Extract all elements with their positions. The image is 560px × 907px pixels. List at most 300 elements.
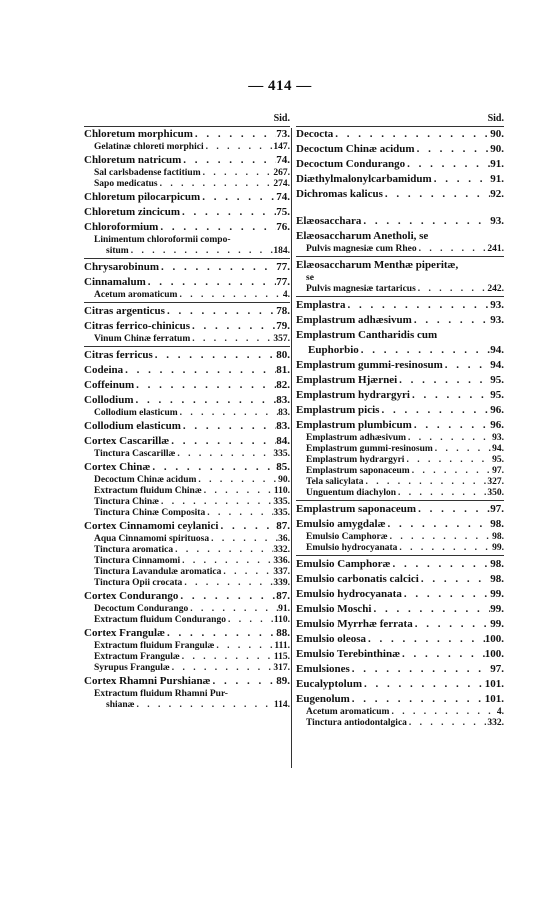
entry-label: Chloretum pilocarpicum bbox=[84, 191, 201, 203]
page-ref: 92. bbox=[490, 188, 504, 200]
index-entry bbox=[84, 363, 290, 378]
leader-dots bbox=[178, 589, 276, 604]
entry-label: Tinctura aromatica bbox=[94, 545, 174, 555]
page-ref: 4. bbox=[282, 290, 290, 300]
entry-label: Euphorbio bbox=[308, 344, 359, 356]
leader-dots bbox=[190, 319, 276, 334]
index-subentry bbox=[296, 284, 504, 295]
index-subentry bbox=[84, 567, 290, 578]
entry-label: Syrupus Frangulæ bbox=[94, 663, 170, 673]
page-ref: 91. bbox=[490, 158, 504, 170]
leader-dots bbox=[134, 378, 276, 393]
sid-header-left: Sid. bbox=[273, 113, 290, 124]
page-ref: 99. bbox=[490, 603, 504, 615]
index-entry bbox=[296, 403, 504, 418]
entry-label: Emplastrum adhæsivum bbox=[296, 314, 412, 326]
index-subentry bbox=[84, 604, 290, 615]
page-ref: 80. bbox=[276, 349, 290, 361]
leader-dots bbox=[200, 190, 276, 205]
page-ref: 339. bbox=[273, 578, 290, 588]
index-subentry bbox=[296, 244, 504, 255]
index-subentry bbox=[296, 707, 504, 718]
page-ref: 94. bbox=[490, 359, 504, 371]
index-entry bbox=[84, 275, 290, 290]
page-ref: 350. bbox=[487, 488, 504, 498]
right-entries bbox=[296, 126, 504, 729]
entry-label: Sapo medicatus bbox=[94, 179, 158, 189]
page-ref: 88. bbox=[276, 627, 290, 639]
index-entry bbox=[296, 388, 504, 403]
index-subentry bbox=[296, 477, 504, 488]
page-ref: 336. bbox=[273, 556, 290, 566]
entry-label: Cortex Frangulæ bbox=[84, 627, 165, 639]
index-subentry bbox=[84, 663, 290, 674]
entry-label: Emplastrum gummi-resinosum bbox=[296, 359, 443, 371]
page-ref: 94. bbox=[492, 444, 504, 454]
page-ref: 98. bbox=[490, 518, 504, 530]
page-ref: 75. bbox=[276, 206, 290, 218]
leader-dots bbox=[150, 460, 276, 475]
index-subentry bbox=[84, 508, 290, 519]
entry-label: situm bbox=[106, 246, 129, 256]
page-ref: 147. bbox=[273, 142, 290, 152]
leader-dots bbox=[173, 545, 273, 556]
page-ref: 91. bbox=[278, 604, 290, 614]
index-rule bbox=[84, 302, 290, 303]
page-ref: 77. bbox=[276, 276, 290, 288]
page-ref: 101. bbox=[484, 693, 504, 705]
entry-label: Emplastrum Cantharidis cum bbox=[296, 329, 438, 341]
entry-label: Linimentum chloroformii compo- bbox=[94, 235, 231, 245]
index-entry bbox=[296, 358, 504, 373]
index-rule bbox=[296, 256, 504, 257]
page-ref: 110. bbox=[273, 615, 290, 625]
page-ref: 111. bbox=[274, 641, 290, 651]
page-ref: 100. bbox=[484, 633, 504, 645]
entry-label: Cortex Cascarillæ bbox=[84, 435, 170, 447]
page-ref: 95. bbox=[490, 389, 504, 401]
page-ref: 82. bbox=[276, 379, 290, 391]
column-divider bbox=[291, 128, 292, 768]
index-subentry bbox=[84, 449, 290, 460]
leader-dots bbox=[415, 142, 491, 157]
leader-dots bbox=[182, 578, 273, 589]
page-ref: 274. bbox=[273, 179, 290, 189]
index-entry bbox=[296, 214, 504, 229]
entry-label: Cinnamalum bbox=[84, 276, 146, 288]
index-entry bbox=[296, 298, 504, 313]
leader-dots bbox=[214, 641, 274, 652]
index-entry bbox=[84, 434, 290, 449]
page-ref: 317. bbox=[273, 663, 290, 673]
entry-label: Emplastrum plumbicum bbox=[296, 419, 412, 431]
leader-dots bbox=[397, 373, 490, 388]
entry-label: Extractum Frangulæ bbox=[94, 652, 180, 662]
page-ref: 79. bbox=[276, 320, 290, 332]
leader-dots bbox=[134, 393, 277, 408]
index-subentry bbox=[84, 486, 290, 497]
index-entry bbox=[84, 127, 290, 142]
index-entry bbox=[84, 460, 290, 475]
leader-dots bbox=[226, 615, 274, 626]
leader-dots bbox=[333, 127, 490, 142]
index-subentry bbox=[84, 408, 290, 419]
leader-dots bbox=[211, 674, 277, 689]
leader-dots bbox=[201, 168, 274, 179]
leader-dots bbox=[180, 205, 276, 220]
index-subentry bbox=[84, 168, 290, 179]
entry-label: shianæ bbox=[106, 700, 135, 710]
leader-dots bbox=[181, 419, 276, 434]
index-subentry-continued bbox=[84, 700, 290, 711]
entry-label: Pulvis magnesiæ tartaricus bbox=[306, 284, 416, 294]
leader-dots bbox=[180, 652, 274, 663]
index-entry bbox=[296, 617, 504, 632]
page-ref: 93. bbox=[490, 299, 504, 311]
entry-label: Vinum Chinæ ferratum bbox=[94, 334, 191, 344]
index-entry bbox=[84, 153, 290, 168]
page-ref: 83. bbox=[278, 408, 290, 418]
entry-label: Codeina bbox=[84, 364, 124, 376]
right-column bbox=[296, 112, 504, 729]
leader-dots bbox=[159, 497, 273, 508]
leader-dots bbox=[175, 449, 273, 460]
index-entry bbox=[296, 662, 504, 677]
page-ref: 85. bbox=[276, 461, 290, 473]
leader-dots bbox=[443, 358, 490, 373]
leader-dots bbox=[169, 434, 276, 449]
index-entry bbox=[296, 692, 504, 707]
leader-dots bbox=[412, 313, 490, 328]
page-ref: 36. bbox=[278, 534, 290, 544]
page-ref: 73. bbox=[276, 128, 290, 140]
entry-label: Extractum fluidum Chinæ bbox=[94, 486, 202, 496]
page-ref: 95. bbox=[490, 374, 504, 386]
index-subentry bbox=[84, 534, 290, 545]
entry-label: Tinctura Chinæ bbox=[94, 497, 160, 507]
entry-label: Cortex Rhamni Purshianæ bbox=[84, 675, 211, 687]
page-ref: 100. bbox=[484, 648, 504, 660]
index-entry bbox=[296, 328, 504, 343]
entry-label: Emulsio Moschi bbox=[296, 603, 372, 615]
entry-label: Emplastrum Hjærnei bbox=[296, 374, 398, 386]
entry-label: Chloroformium bbox=[84, 221, 159, 233]
leader-dots bbox=[396, 488, 487, 499]
page-ref: 83. bbox=[276, 420, 290, 432]
leader-dots bbox=[361, 214, 490, 229]
index-subentry bbox=[296, 444, 504, 455]
index-entry bbox=[296, 157, 504, 172]
entry-label: Chloretum zincicum bbox=[84, 206, 181, 218]
entry-label: Citras ferrico-chinicus bbox=[84, 320, 190, 332]
index-entry bbox=[296, 313, 504, 328]
entry-label: Extractum fluidum Condurango bbox=[94, 615, 226, 625]
page-ref: 110. bbox=[273, 486, 290, 496]
index-rule bbox=[296, 500, 504, 501]
entry-label: Collodium bbox=[84, 394, 134, 406]
page-ref: 96. bbox=[490, 419, 504, 431]
index-subentry bbox=[296, 273, 504, 284]
index-rule bbox=[84, 258, 290, 259]
page-ref: 87. bbox=[276, 590, 290, 602]
page-ref: 97. bbox=[490, 503, 504, 515]
index-subentry bbox=[296, 455, 504, 466]
index-entry bbox=[296, 229, 504, 244]
index-subentry bbox=[296, 532, 504, 543]
page-ref: 94. bbox=[490, 344, 504, 356]
page-ref: 96. bbox=[490, 404, 504, 416]
leader-dots bbox=[188, 604, 278, 615]
page-ref: 335. bbox=[273, 449, 290, 459]
index-entry bbox=[84, 393, 290, 408]
entry-label: Emulsio Camphoræ bbox=[306, 532, 388, 542]
page-ref: 114. bbox=[273, 700, 290, 710]
index-rule bbox=[296, 296, 504, 297]
index-entry bbox=[84, 419, 290, 434]
entry-label: Emplastrum adhæsivum bbox=[306, 433, 407, 443]
index-gap bbox=[296, 202, 504, 214]
page-ref: 74. bbox=[276, 191, 290, 203]
leader-dots bbox=[193, 127, 276, 142]
leader-dots bbox=[204, 142, 274, 153]
entry-label: Diæthylmalonylcarbamidum bbox=[296, 173, 432, 185]
index-entry bbox=[84, 674, 290, 689]
entry-label: Emplastrum hydrargyri bbox=[296, 389, 410, 401]
index-rule bbox=[84, 346, 290, 347]
page-ref: 90. bbox=[278, 475, 290, 485]
entry-label: Emplastrum picis bbox=[296, 404, 380, 416]
index-entry bbox=[84, 190, 290, 205]
page-ref: 93. bbox=[490, 314, 504, 326]
page-ref: 242. bbox=[487, 284, 504, 294]
page-ref: 335. bbox=[273, 508, 290, 518]
page-ref: 95. bbox=[492, 455, 504, 465]
page-number: — 414 — bbox=[248, 78, 312, 94]
leader-dots bbox=[390, 557, 490, 572]
page-ref: 93. bbox=[492, 433, 504, 443]
entry-label: Decoctum Condurango bbox=[296, 158, 406, 170]
entry-label: Tinctura Chinæ Composita bbox=[94, 508, 206, 518]
entry-label: Decoctum Condurango bbox=[94, 604, 189, 614]
entry-label: Emulsio oleosa bbox=[296, 633, 366, 645]
leader-dots bbox=[123, 363, 276, 378]
index-entry bbox=[296, 677, 504, 692]
index-subentry bbox=[296, 466, 504, 477]
index-entry bbox=[84, 626, 290, 641]
entry-label: Eugenolum bbox=[296, 693, 350, 705]
leader-dots bbox=[416, 502, 490, 517]
entry-label: Sal carlsbadense factitium bbox=[94, 168, 201, 178]
page-ref: 74. bbox=[276, 154, 290, 166]
index-subentry bbox=[84, 475, 290, 486]
entry-label: Chloretum natricum bbox=[84, 154, 182, 166]
index-entry bbox=[84, 205, 290, 220]
page-ref: 81. bbox=[276, 364, 290, 376]
index-subentry bbox=[296, 718, 504, 729]
index-subentry bbox=[84, 652, 290, 663]
entry-label: Acetum aromaticum bbox=[306, 707, 390, 717]
index-entry bbox=[296, 258, 504, 273]
page-ref: 91. bbox=[490, 173, 504, 185]
entry-label: Cortex Condurango bbox=[84, 590, 179, 602]
index-subentry bbox=[84, 578, 290, 589]
index-subentry bbox=[84, 334, 290, 345]
leader-dots bbox=[412, 418, 490, 433]
entry-label: Dichromas kalicus bbox=[296, 188, 383, 200]
leader-dots bbox=[165, 304, 276, 319]
index-subentry bbox=[84, 142, 290, 153]
page-ref: 115. bbox=[273, 652, 290, 662]
leader-dots bbox=[383, 187, 490, 202]
index-entry bbox=[296, 142, 504, 157]
leader-dots bbox=[386, 517, 491, 532]
entry-label: Decoctum Chinæ acidum bbox=[94, 475, 197, 485]
leader-dots bbox=[362, 677, 485, 692]
page-ref: 90. bbox=[490, 143, 504, 155]
leader-dots bbox=[404, 455, 492, 466]
leader-dots bbox=[410, 466, 492, 477]
entry-label: Chloretum morphicum bbox=[84, 128, 193, 140]
index-entry bbox=[84, 260, 290, 275]
leader-dots bbox=[413, 617, 491, 632]
leader-dots bbox=[209, 534, 278, 545]
entry-label: Citras argenticus bbox=[84, 305, 165, 317]
leader-dots bbox=[350, 662, 490, 677]
index-subentry bbox=[84, 497, 290, 508]
entry-label: Citras ferricus bbox=[84, 349, 153, 361]
leader-dots bbox=[218, 519, 276, 534]
entry-label: Emulsio Camphoræ bbox=[296, 558, 391, 570]
entry-label: Emplastrum saponaceum bbox=[296, 503, 417, 515]
entry-label: Emulsio hydrocyanata bbox=[296, 588, 402, 600]
leader-dots bbox=[153, 348, 277, 363]
entry-label: Decocta bbox=[296, 128, 334, 140]
page-ref: 327. bbox=[487, 477, 504, 487]
index-entry bbox=[296, 587, 504, 602]
index-subentry bbox=[296, 433, 504, 444]
entry-label: Emulsiones bbox=[296, 663, 350, 675]
index-subentry bbox=[84, 689, 290, 700]
leader-dots bbox=[432, 172, 491, 187]
leader-dots bbox=[170, 663, 274, 674]
leader-dots bbox=[165, 626, 276, 641]
leader-dots bbox=[433, 444, 492, 455]
index-entry bbox=[296, 517, 504, 532]
entry-label: Emplastra bbox=[296, 299, 346, 311]
entry-label: se bbox=[306, 273, 314, 283]
leader-dots bbox=[158, 179, 274, 190]
index-entry bbox=[296, 557, 504, 572]
leader-dots bbox=[379, 403, 490, 418]
leader-dots bbox=[410, 388, 490, 403]
leader-dots bbox=[181, 153, 276, 168]
entry-label: Extractum fluidum Rhamni Pur- bbox=[94, 689, 228, 699]
index-entry bbox=[296, 172, 504, 187]
index-entry bbox=[84, 589, 290, 604]
leader-dots bbox=[371, 602, 490, 617]
leader-dots bbox=[159, 260, 276, 275]
index-subentry bbox=[84, 290, 290, 301]
entry-label: Gelatinæ chloreti morphici bbox=[94, 142, 204, 152]
page-ref: 83. bbox=[276, 394, 290, 406]
index-entry bbox=[296, 502, 504, 517]
leader-dots bbox=[366, 632, 485, 647]
index-subentry bbox=[84, 615, 290, 626]
index-subentry bbox=[296, 488, 504, 499]
index-entry bbox=[296, 572, 504, 587]
index-entry bbox=[296, 418, 504, 433]
entry-label: Tinctura Cascarillæ bbox=[94, 449, 176, 459]
entry-label: Emulsio hydrocyanata bbox=[306, 543, 398, 553]
page-ref: 101. bbox=[484, 678, 504, 690]
leader-dots bbox=[406, 433, 492, 444]
entry-label: Decoctum Chinæ acidum bbox=[296, 143, 415, 155]
leader-dots bbox=[363, 477, 487, 488]
index-subentry bbox=[84, 556, 290, 567]
entry-label: Emulsio Myrrhæ ferrata bbox=[296, 618, 413, 630]
page-ref: 78. bbox=[276, 305, 290, 317]
leader-dots bbox=[359, 343, 491, 358]
leader-dots bbox=[346, 298, 491, 313]
page-ref: 97. bbox=[492, 466, 504, 476]
entry-label: Collodium elasticum bbox=[84, 420, 181, 432]
entry-label: Tinctura Lavandulæ aromatica bbox=[94, 567, 222, 577]
index-entry-continued bbox=[296, 343, 504, 358]
page-ref: 98. bbox=[492, 532, 504, 542]
entry-label: Emulsio amygdalæ bbox=[296, 518, 386, 530]
page-ref: 357. bbox=[273, 334, 290, 344]
page-ref: 98. bbox=[490, 573, 504, 585]
entry-label: Chrysarobinum bbox=[84, 261, 159, 273]
page-ref: 76. bbox=[276, 221, 290, 233]
index-entry bbox=[296, 602, 504, 617]
page-ref: 184. bbox=[273, 246, 290, 256]
entry-label: Elæosaccharum Menthæ piperitæ, bbox=[296, 259, 459, 271]
index-subentry bbox=[84, 179, 290, 190]
leader-dots bbox=[402, 587, 490, 602]
entry-label: Coffeinum bbox=[84, 379, 135, 391]
leader-dots bbox=[146, 275, 277, 290]
entry-label: Collodium elasticum bbox=[94, 408, 178, 418]
leader-dots bbox=[417, 244, 488, 255]
entry-label: Elæosacchara bbox=[296, 215, 362, 227]
index-entry bbox=[84, 304, 290, 319]
index-entry bbox=[296, 187, 504, 202]
entry-label: Tinctura Cinnamomi bbox=[94, 556, 181, 566]
index-rule bbox=[296, 555, 504, 556]
entry-label: Tinctura Opii crocata bbox=[94, 578, 183, 588]
entry-label: Emplastrum gummi-resinosum bbox=[306, 444, 433, 454]
leader-dots bbox=[205, 508, 273, 519]
left-entries bbox=[84, 126, 290, 711]
page-ref: 332. bbox=[487, 718, 504, 728]
index-subentry bbox=[84, 545, 290, 556]
page-ref: 87. bbox=[276, 520, 290, 532]
page-ref: 4. bbox=[496, 707, 504, 717]
leader-dots bbox=[388, 532, 493, 543]
page-ref: 93. bbox=[490, 215, 504, 227]
index-entry bbox=[296, 647, 504, 662]
index-entry bbox=[296, 127, 504, 142]
sid-header-right: Sid. bbox=[487, 113, 504, 124]
index-entry bbox=[84, 348, 290, 363]
leader-dots bbox=[397, 543, 492, 554]
index-subentry bbox=[296, 543, 504, 554]
index-entry bbox=[84, 319, 290, 334]
index-entry bbox=[84, 519, 290, 534]
page-ref: 267. bbox=[273, 168, 290, 178]
page-ref: 337. bbox=[273, 567, 290, 577]
